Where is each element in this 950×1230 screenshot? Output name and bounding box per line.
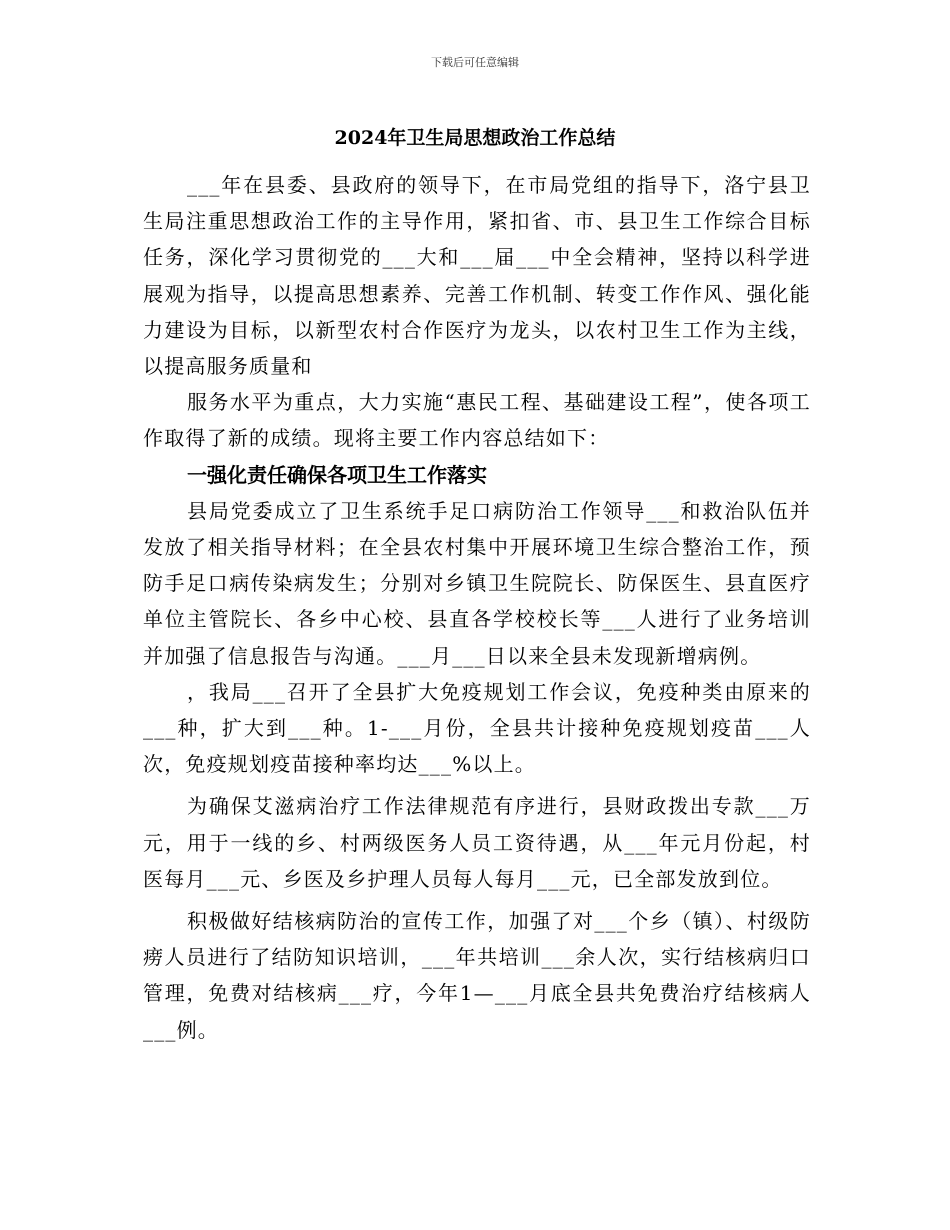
document-title: 2024年卫生局思想政治工作总结 (334, 127, 616, 149)
paragraph-immunization: ，我局___召开了全县扩大免疫规划工作会议，免疫种类由原来的___种，扩大到___种。1-___月份，全县共计接种免疫规划疫苗___人次，免疫规划疫苗接种率均达___%以上。 (143, 679, 811, 777)
paragraph-intro: ___年在县委、县政府的领导下，在市局党组的指导下，洛宁县卫生局注重思想政治工作的主导作用，紧扣省、市、县卫生工作综合目标任务，深化学习贯彻党的___大和___届___中全会精神，坚持以科学进展观为指导，以提高思想素养、完善工作机制、转变工作作风、强化能力建设为目标，以新型农村合作医疗为龙头，以农村卫生工作为主线，以提高服务质量和 (143, 173, 811, 379)
document-body (143, 167, 811, 1048)
section-heading: 一强化责任确保各项卫生工作落实 (187, 462, 487, 487)
paragraph-tuberculosis: 积极做好结核病防治的宣传工作，加强了对___个乡（镇）、村级防痨人员进行了结防知识培训，___年共培训___余人次，实行结核病归口管理，免费对结核病___疗，今年1—___月底全县共免费治疗结核病人___例。 (143, 909, 811, 1042)
paragraph-hand-foot-mouth: 县局党委成立了卫生系统手足口病防治工作领导___和救治队伍并发放了相关指导材料；在全县农村集中开展环境卫生综合整治工作，预防手足口病传染病发生；分别对乡镇卫生院院长、防保医生、县直医疗单位主管院长、各乡中心校、县直各学校校长等___人进行了业务培训并加强了信息报告与沟通。___月___日以来全县未发现新增病例。 (143, 498, 811, 668)
header-note: 下载后可任意编辑 (431, 56, 519, 69)
paragraph-aids: 为确保艾滋病治疗工作法律规范有序进行，县财政拨出专款___万元，用于一线的乡、村两级医务人员工资待遇，从___年元月份起，村医每月___元、乡医及乡护理人员每人每月___元，已全部发放到位。 (143, 794, 811, 891)
paragraph-intro-continued: 服务水平为重点，大力实施“惠民工程、基础建设工程”，使各项工作取得了新的成绩。现将主要工作内容总结如下： (143, 390, 811, 451)
